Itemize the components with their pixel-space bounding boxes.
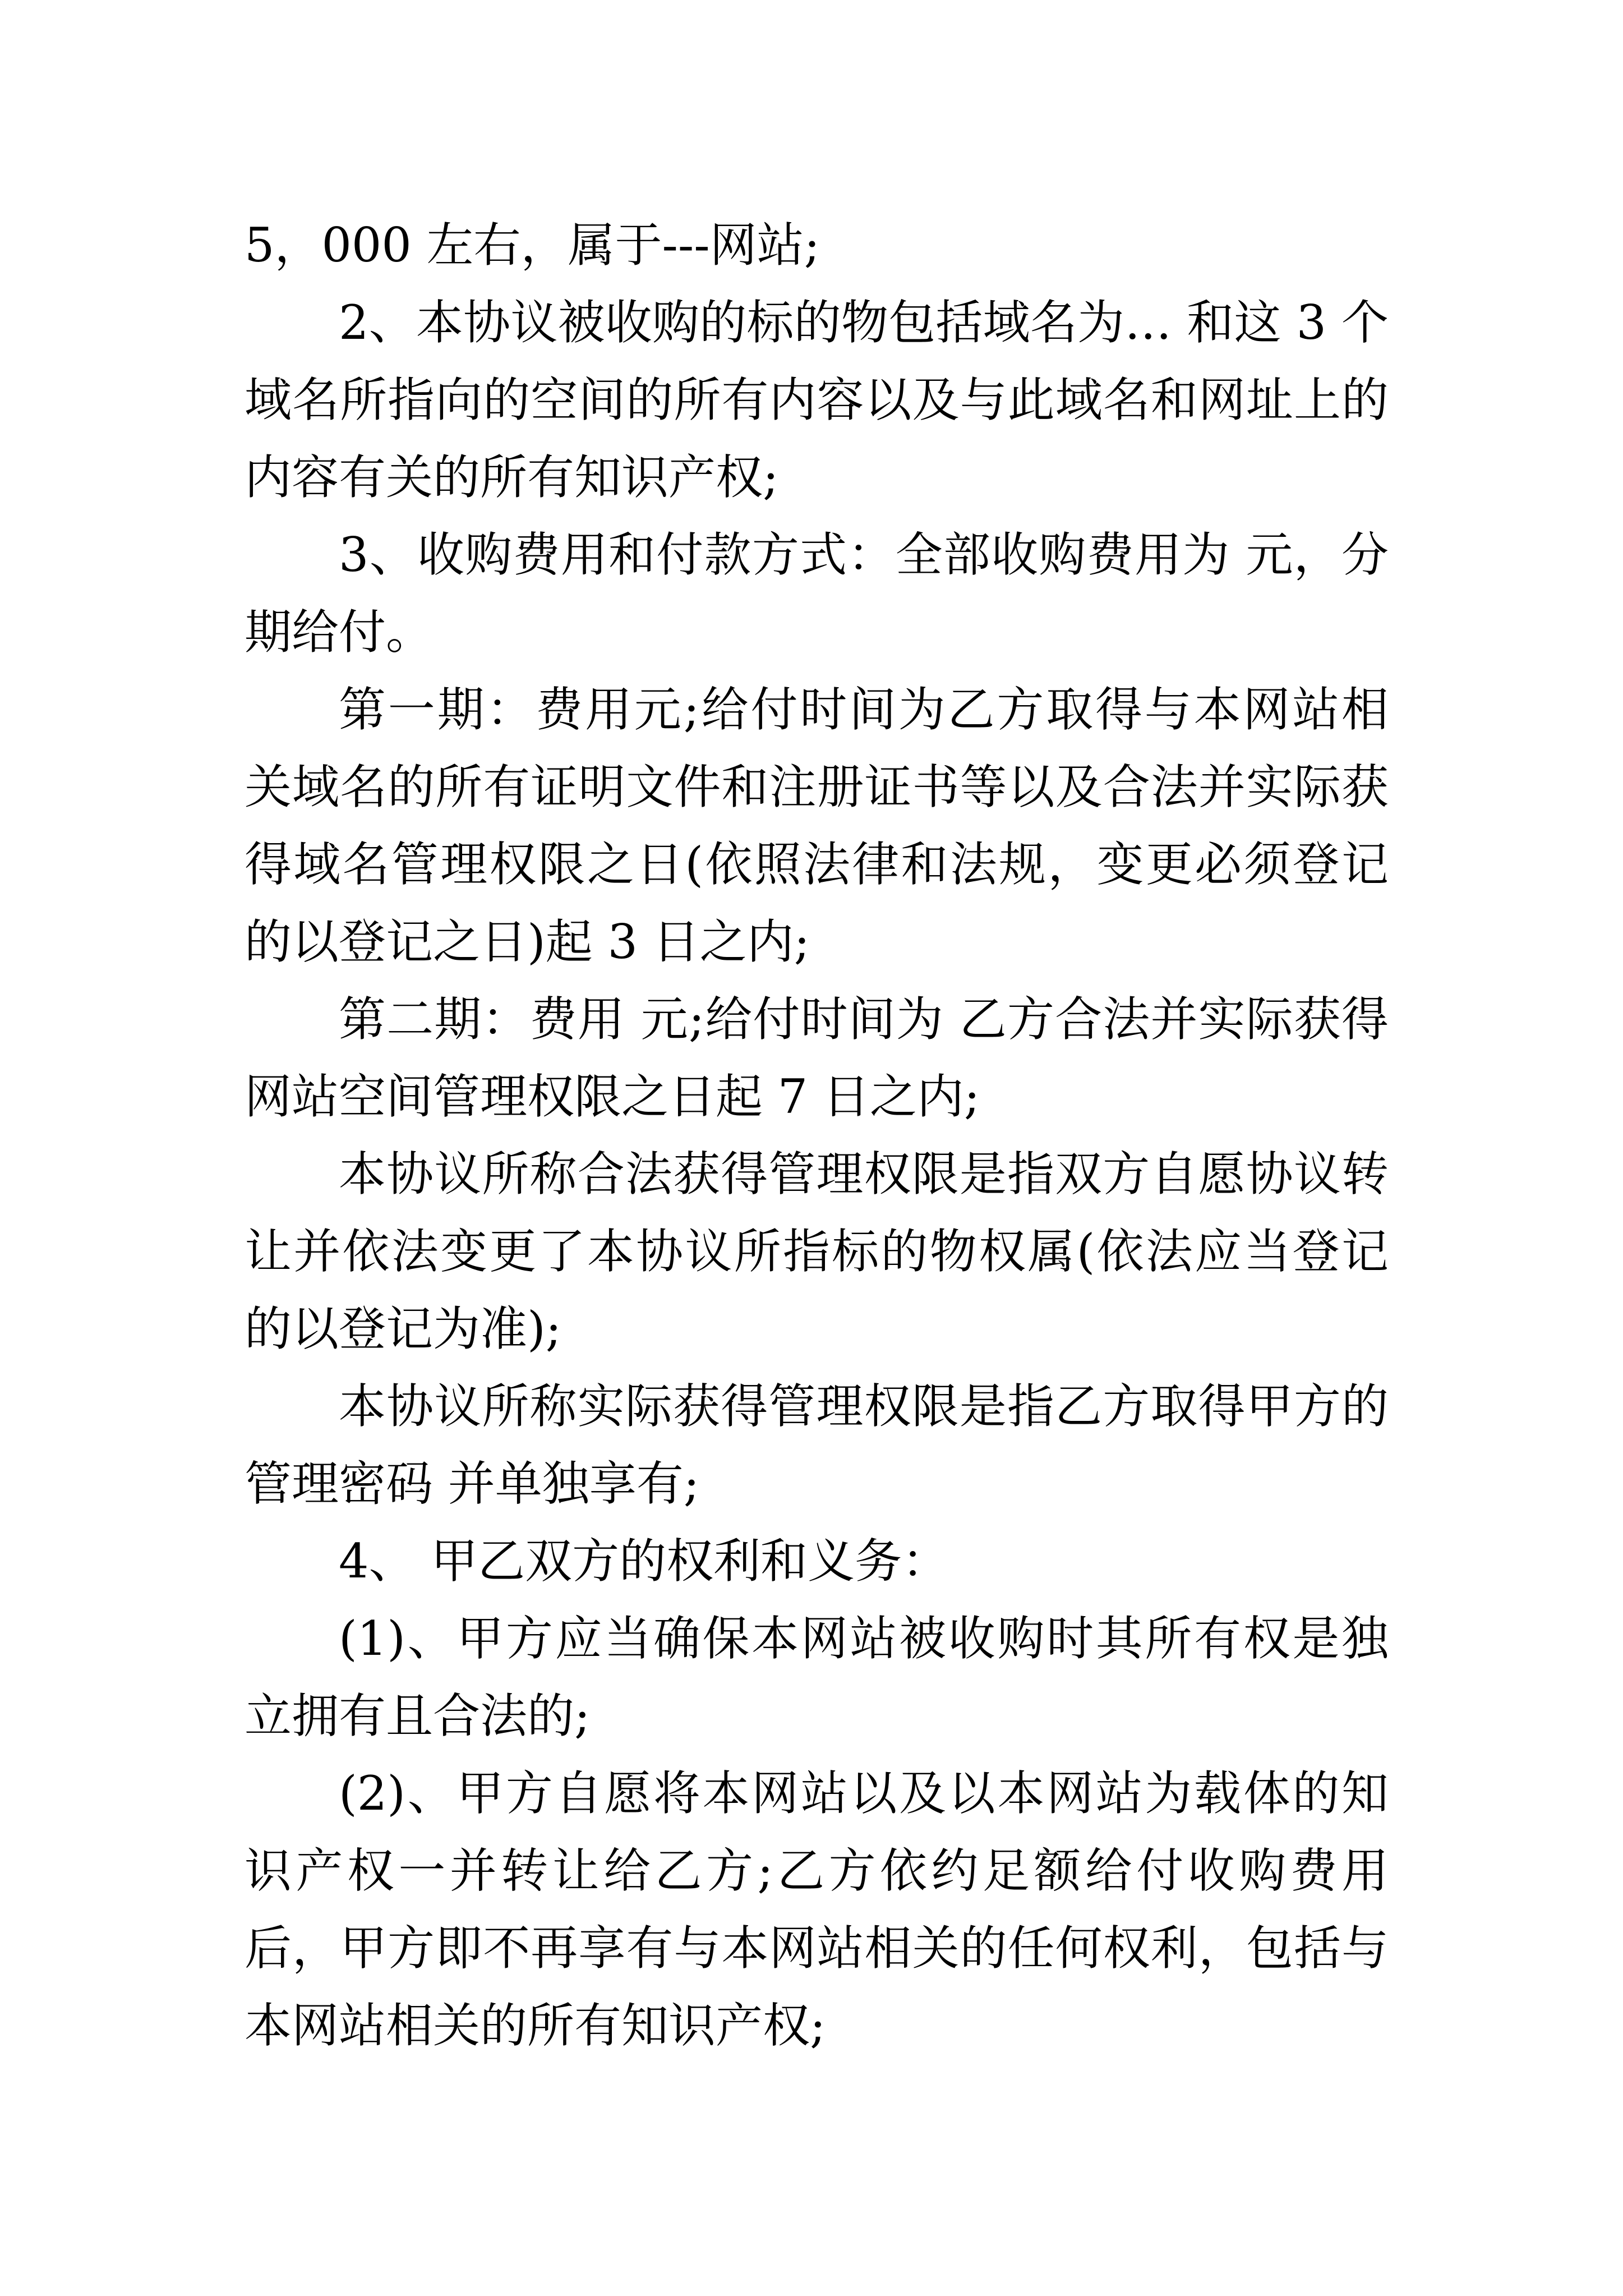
paragraph-clause-2: 2、本协议被收购的标的物包括域名为… 和这 3 个域名所指向的空间的所有内容以及与此域名和网址上的内容有关的所有知识产权; xyxy=(245,295,1389,505)
paragraph-legal-definition: 本协议所称合法获得管理权限是指双方自愿协议转让并依法变更了本协议所指标的物权属(依法应当登记的以登记为准); xyxy=(245,1147,1389,1356)
paragraph-actual-definition: 本协议所称实际获得管理权限是指乙方取得甲方的管理密码 并单独享有; xyxy=(245,1379,1389,1511)
paragraph-installment-1: 第一期：费用元;给付时间为乙方取得与本网站相关域名的所有证明文件和注册证书等以及合法并实际获得域名管理权限之日(依照法律和法规，变更必须登记的以登记之日)起 3 日之内; xyxy=(245,682,1389,969)
paragraph-installment-2: 第二期：费用 元;给付时间为 乙方合法并实际获得网站空间管理权限之日起 7 日之内; xyxy=(245,992,1389,1124)
paragraph-clause-3: 3、收购费用和付款方式：全部收购费用为 元，分 期给付。 xyxy=(245,527,1389,660)
paragraph-clause-4: 4、 甲乙双方的权利和义务： xyxy=(339,1534,949,1589)
paragraph-continuation: 5，000 左右，属于---网站; xyxy=(245,218,820,273)
paragraph-item-2: (2)、甲方自愿将本网站以及以本网站为载体的知识产权一并转让给乙方;乙方依约足额给付收购费用后，甲方即不再享有与本网站相关的任何权利，包括与本网站相关的所有知识产权; xyxy=(245,1766,1389,2053)
paragraph-item-1: (1)、甲方应当确保本网站被收购时其所有权是独立拥有且合法的; xyxy=(245,1611,1389,1743)
document-body xyxy=(245,206,1389,2064)
